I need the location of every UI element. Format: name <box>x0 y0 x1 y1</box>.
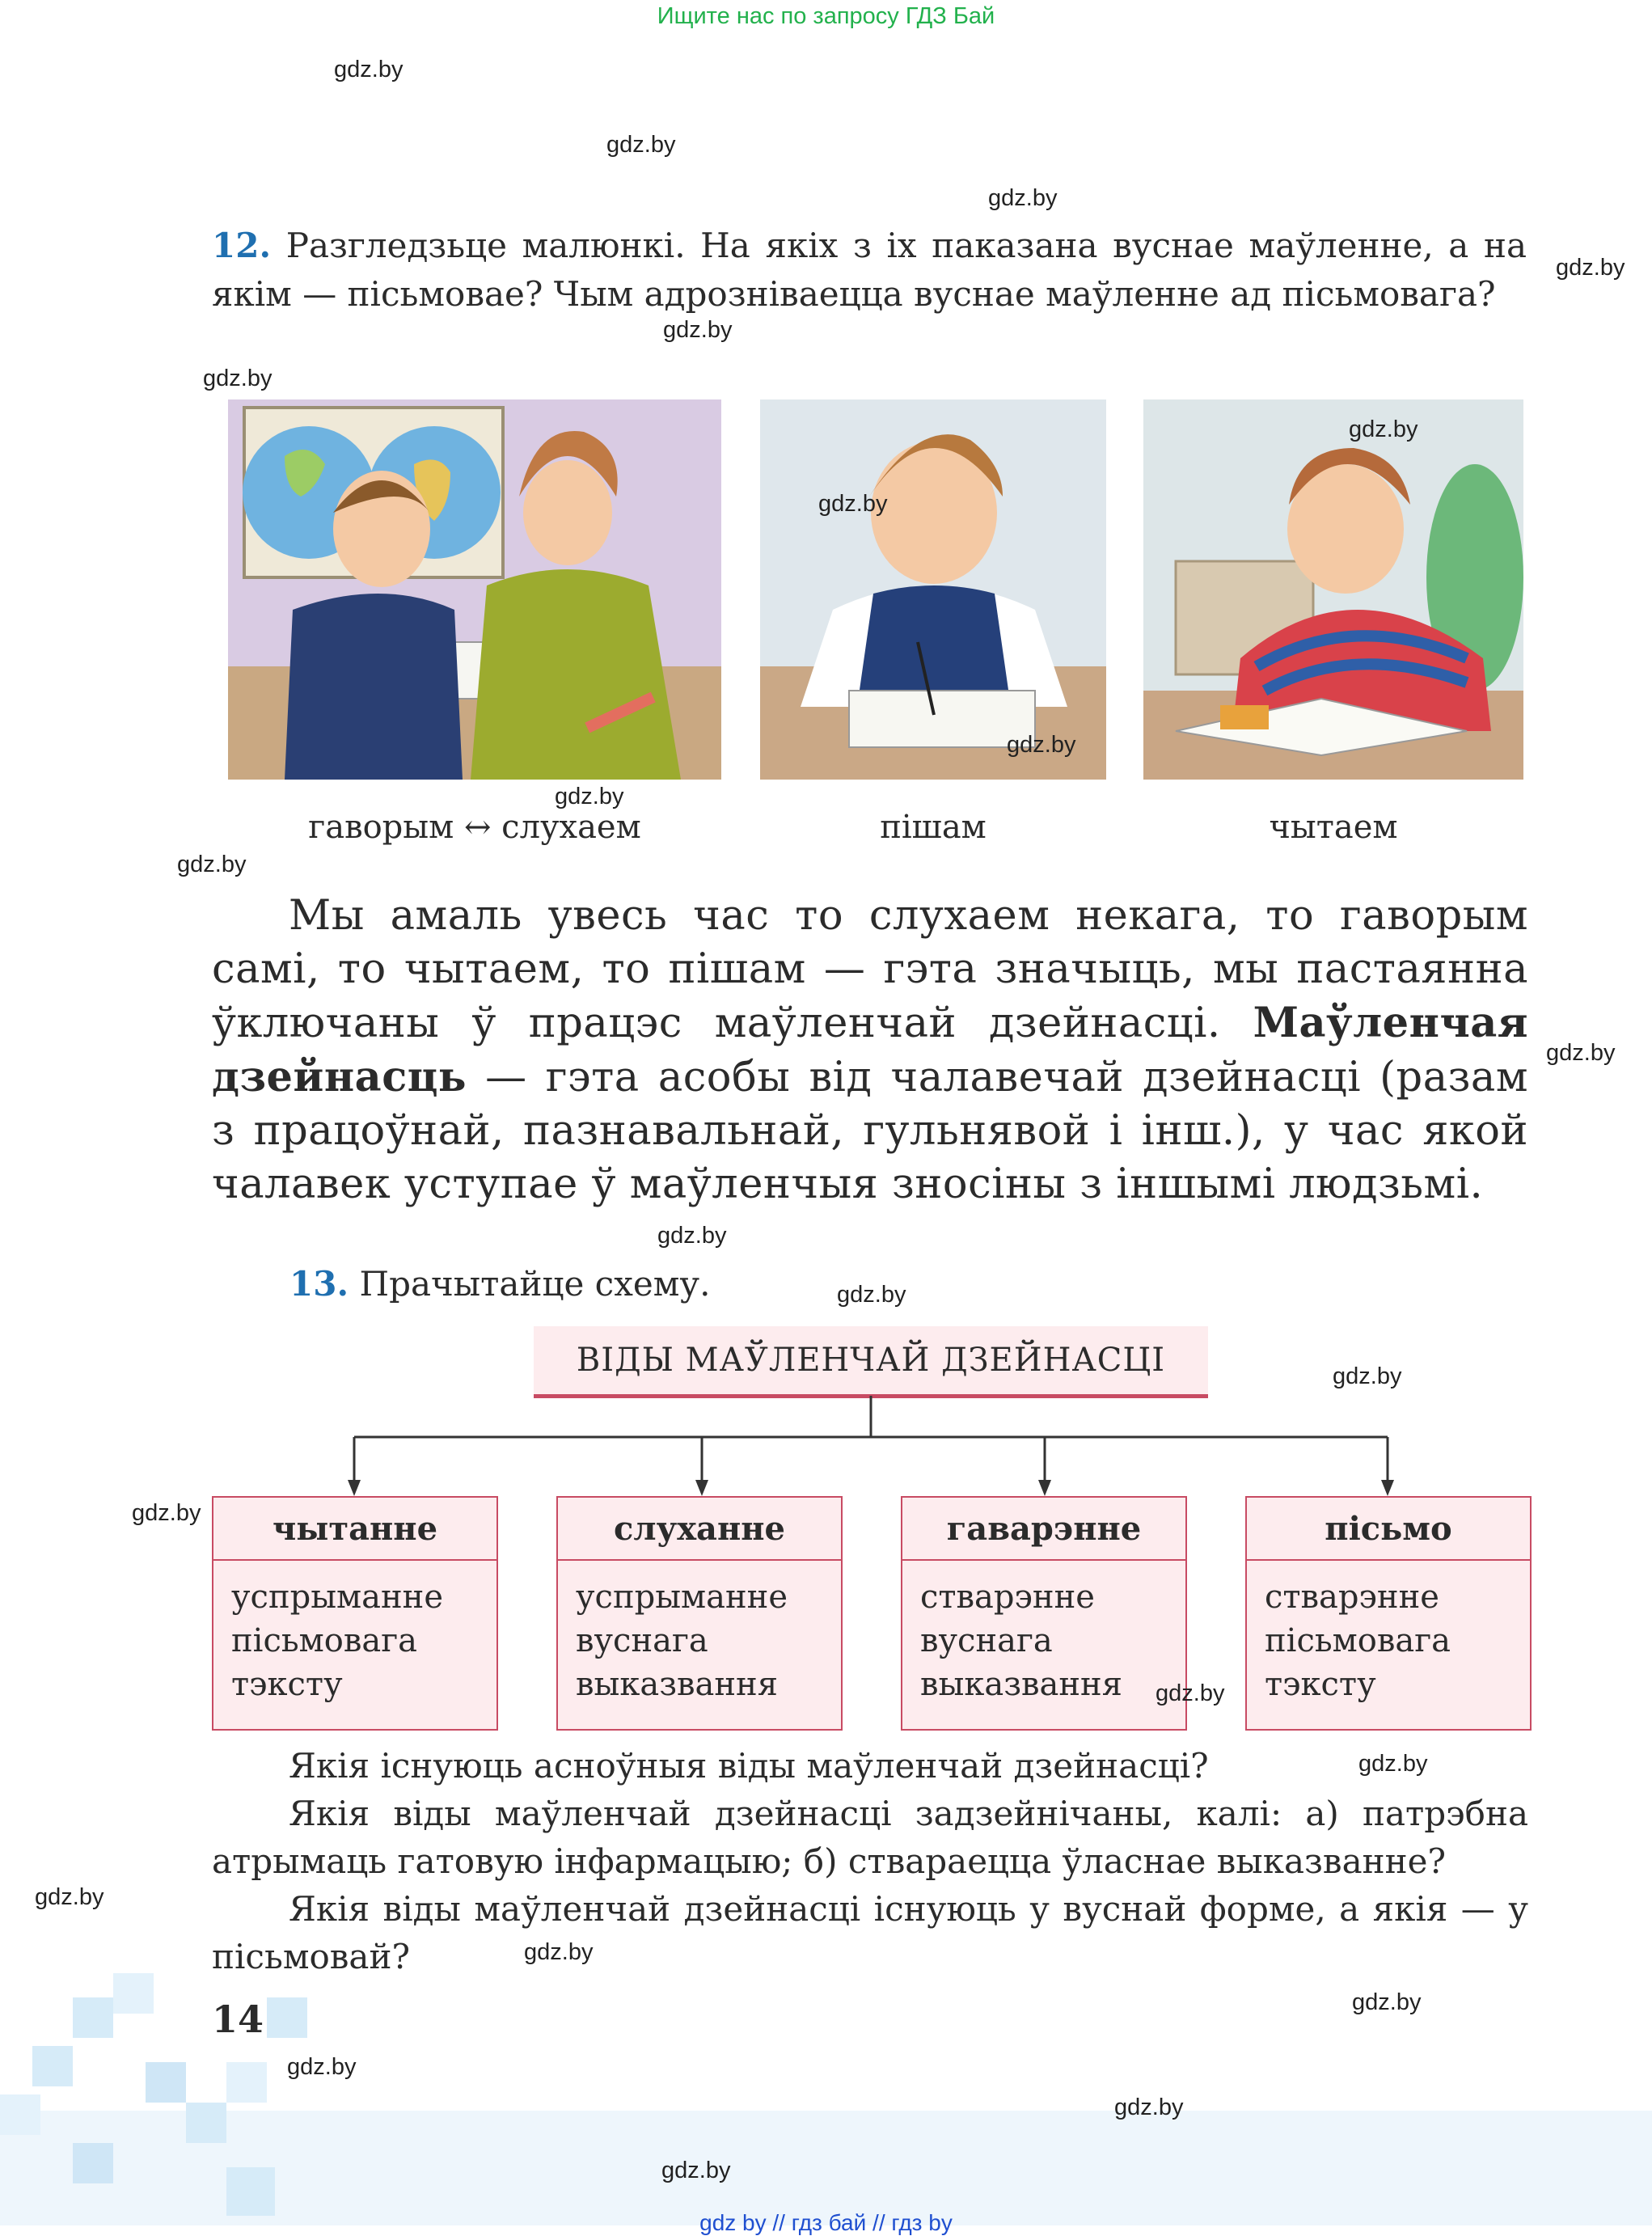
watermark: gdz.by <box>1349 416 1418 442</box>
box-description <box>902 1561 1185 1721</box>
top-banner[interactable]: Ищите нас по запросу ГДЗ Бай <box>657 3 995 29</box>
box-line: тэксту <box>231 1666 343 1703</box>
box-heading: пісьмо <box>1247 1498 1530 1561</box>
task-number: 13. <box>289 1264 349 1304</box>
bottom-links[interactable]: gdz by // гдз бай // гдз by <box>699 2210 953 2235</box>
scheme-title: ВІДЫ МАЎЛЕНЧАЙ ДЗЕЙНАСЦІ <box>534 1326 1208 1398</box>
watermark: gdz.by <box>661 2158 731 2183</box>
watermark: gdz.by <box>657 1223 727 1249</box>
questions <box>212 1742 1528 1980</box>
watermark: gdz.by <box>287 2054 357 2080</box>
box-heading: чытанне <box>213 1498 496 1561</box>
box-line: пісьмовага <box>231 1622 417 1659</box>
watermark: gdz.by <box>663 317 733 343</box>
watermark: gdz.by <box>1546 1040 1616 1066</box>
watermark: gdz.by <box>1156 1680 1225 1706</box>
box-description <box>1247 1561 1530 1721</box>
scheme-box-speaking <box>901 1496 1187 1731</box>
watermark: gdz.by <box>1352 1989 1422 2015</box>
box-line: вуснага <box>920 1622 1053 1659</box>
watermark: gdz.by <box>35 1884 104 1910</box>
watermark: gdz.by <box>132 1500 201 1526</box>
question-3: Якія віды маўленчай дзейнасці існуюць у вуснай форме, а якія — у пісьмовай? <box>212 1889 1528 1976</box>
box-description <box>213 1561 496 1721</box>
watermark: gdz.by <box>818 491 888 517</box>
caption-writing: пішам <box>880 809 987 846</box>
scheme-box-writing <box>1245 1496 1532 1731</box>
picture-reading <box>1143 399 1523 780</box>
caption-reading: чытаем <box>1269 809 1398 846</box>
watermark: gdz.by <box>1358 1751 1428 1777</box>
task-12 <box>212 222 1527 319</box>
term-bold: Маўленчая дзейнасць <box>212 999 1528 1101</box>
caption-talking-listening: гаворым ↔ слухаем <box>308 809 641 846</box>
watermark: gdz.by <box>606 132 676 158</box>
main-paragraph <box>212 890 1528 1211</box>
box-line: тэксту <box>1265 1666 1376 1703</box>
question-2: Якія віды маўленчай дзейнасці задзейнічаны, калі: а) патрэбна атрымаць гатовую інфармацыю; б) ствараецца ўласнае выказванне? <box>212 1794 1528 1881</box>
watermark: gdz.by <box>837 1282 906 1308</box>
box-line: успрыманне <box>576 1579 788 1616</box>
box-heading: гаварэнне <box>902 1498 1185 1561</box>
task-number: 12. <box>212 226 272 265</box>
box-heading: слуханне <box>558 1498 841 1561</box>
watermark: gdz.by <box>988 185 1058 211</box>
box-line: выказвання <box>920 1666 1122 1703</box>
box-line: пісьмовага <box>1265 1622 1451 1659</box>
watermark: gdz.by <box>203 366 273 391</box>
box-line: выказвання <box>576 1666 778 1703</box>
watermark: gdz.by <box>555 784 624 809</box>
box-line: стварэнне <box>920 1579 1095 1616</box>
paragraph-part-2: — гэта асобы від чалавечай дзейнасці (разам з працоўнай, пазнавальнай, гульнявой і інш.), у час якой чалавек уступае ў маўленчыя зносіны з іншымі людзьмі. <box>212 1054 1528 1208</box>
page-number: 14 <box>212 1997 264 2041</box>
scheme-box-listening <box>556 1496 843 1731</box>
box-description <box>558 1561 841 1721</box>
task-text: Прачытайце схему. <box>359 1264 711 1304</box>
watermark: gdz.by <box>1114 2094 1184 2120</box>
box-line: успрыманне <box>231 1579 443 1616</box>
box-line: вуснага <box>576 1622 708 1659</box>
question-1: Якія існуюць асноўныя віды маўленчай дзейнасці? <box>289 1746 1209 1786</box>
paragraph-part-1: Мы амаль увесь час то слухаем некага, то гаворым самі, то чытаем, то пішам — гэта значыць, мы пастаянна ўключаны ў працэс маўленчай дзейнасці. <box>212 892 1528 1047</box>
watermark: gdz.by <box>334 57 403 82</box>
watermark: gdz.by <box>1556 255 1625 281</box>
watermark: gdz.by <box>1333 1363 1402 1389</box>
scheme-connectors <box>0 1396 1652 1501</box>
picture-writing <box>760 399 1106 780</box>
scheme-box-reading <box>212 1496 498 1731</box>
picture-talking-listening <box>228 399 721 780</box>
task-text: Разгледзьце малюнкі. На якіх з іх паказана вуснае маўленне, а на якім — пісьмовае? Чым адрозніваецца вуснае маўленне ад пісьмовага? <box>212 226 1527 314</box>
watermark: gdz.by <box>524 1939 594 1965</box>
box-line: стварэнне <box>1265 1579 1439 1616</box>
watermark: gdz.by <box>1007 732 1076 758</box>
watermark: gdz.by <box>177 852 247 877</box>
